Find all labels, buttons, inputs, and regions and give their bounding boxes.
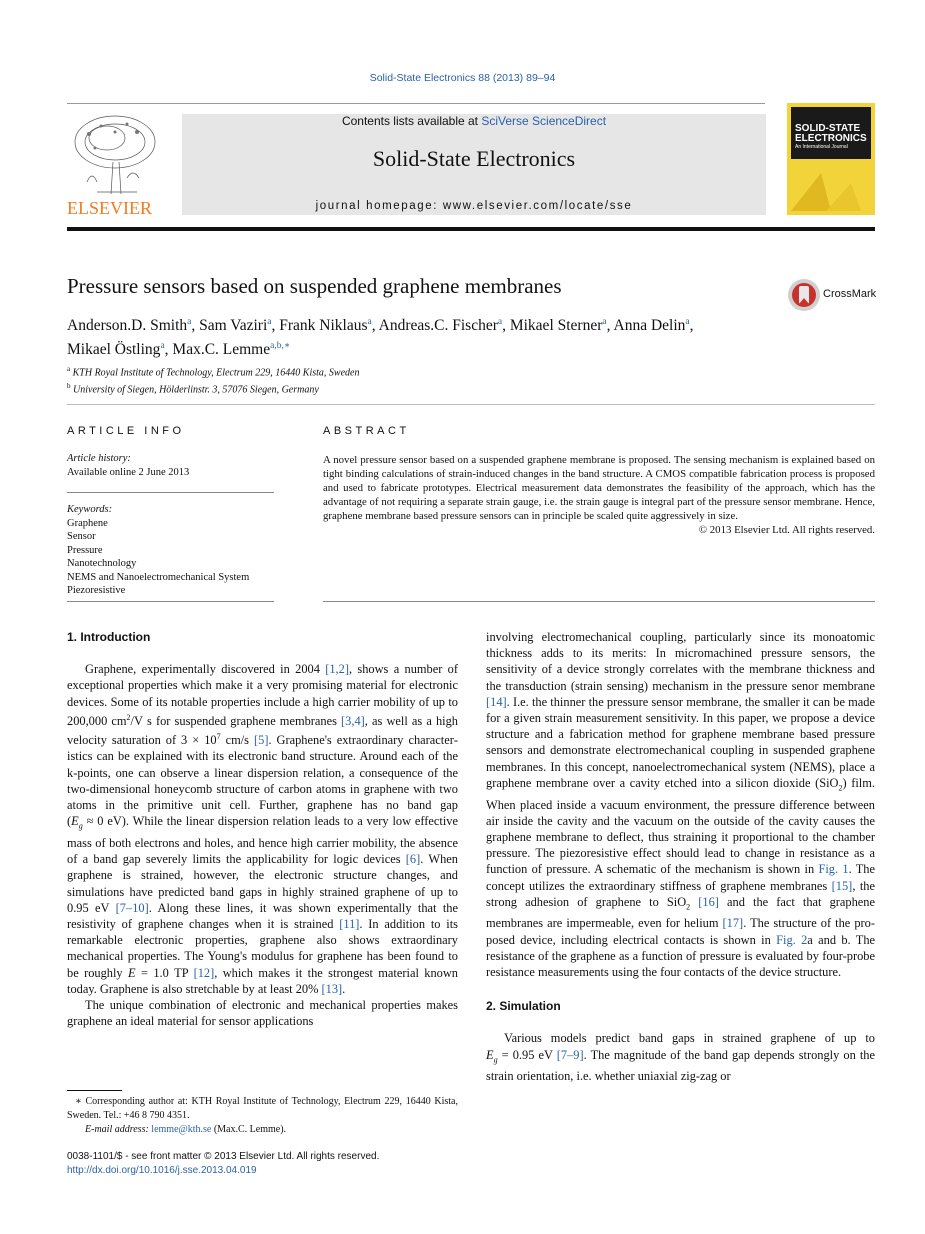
- cover-subtitle: An International Journal: [795, 144, 848, 150]
- keyword: Graphene: [67, 517, 108, 529]
- crossmark-badge[interactable]: [787, 278, 907, 312]
- history-value: Available online 2 June 2013: [67, 466, 190, 478]
- author-name[interactable]: Mikael Östling: [67, 341, 161, 359]
- email-label: E-mail address:: [85, 1124, 152, 1135]
- author-name[interactable]: Max.C. Lemme: [172, 341, 271, 359]
- author-name[interactable]: Andreas.C. Fischer: [378, 317, 498, 335]
- author-name[interactable]: Anna Delin: [613, 317, 686, 335]
- author-sup[interactable]: a: [602, 317, 607, 327]
- author-sup[interactable]: a: [685, 317, 690, 327]
- elsevier-wordmark: ELSEVIER: [67, 198, 152, 218]
- keyword: Piezoresistive: [67, 585, 126, 596]
- affiliation-a: [67, 363, 359, 380]
- author-list: Anderson.D. Smith$^a$, Sam Vaziri$^a$, Frank Niklaus$^a$, Andreas.C. Fischer$^a$, Mikael Sterner$^a$, Anna Delin$^a$, Mikael Östling$^a$, Max.C. Lemme$^{a,b,∗}$: [67, 317, 694, 359]
- cover-graphic: [791, 163, 871, 211]
- section-heading-introduction: 1. Introduction: [67, 630, 151, 644]
- email-line: [67, 1123, 458, 1137]
- contents-line: [182, 114, 766, 128]
- column-right: [486, 629, 875, 1084]
- header-rule: [67, 103, 765, 104]
- journal-citation[interactable]: Solid-State Electronics 88 (2013) 89–94: [369, 72, 556, 84]
- intro-paragraph-1: Graphene, experimentally discovered in 2004 [1,2], shows a number of exceptional properties which make it a very promising material for electronic devices. Some of its notable properties include a high carrier mobility of up to 200,000 $cm^2/V$ s for suspended graphene membranes [3,4], as well as a high velocity saturation of $3 \times 10^7$ cm/s [5]. Graphene's extraordinary characteristics can be explained with its electronic band structure. Around each of the k-points, one can observe a linear dispersion relation, a consequence of the two-dimensional honeycomb structure of carbon atoms in graphene with two atoms in the primitive unit cell. Further, graphene has no band gap ($E_g \approx 0$ eV). While the linear dispersion relation leads to a very low effective mass of both electrons and holes, and hence high carrier mobility, the absence of a band gap severely limits the applicability for logic devices [6]. When graphene is strained, however, the electronic structure changes, and simulations have predicted band gaps in highly strained graphene of up to 0.95 eV [7–10]. Along these lines, it was shown experimentally that the resistivity of graphene changes when it is strained [11]. In addition to its remarkable electronic properties, graphene also shows extraordinary mechanical properties. The Young's modulus for graphene has been found to be roughly E = 1.0 TP [12], which makes it the strongest material known today. Graphene is also stretchable by at least 20% [13].: [67, 662, 459, 996]
- email-suffix: (Max.C. Lemme).: [211, 1124, 287, 1135]
- affiliation-b: [67, 380, 359, 397]
- author-name[interactable]: Sam Vaziri: [199, 317, 268, 335]
- footnote: [67, 1095, 458, 1137]
- abstract-text: A novel pressure sensor based on a suspended graphene membrane is proposed. The sensing mechanism is explained based on tight binding calculations of strain-induced changes in the band structure. A CMOS compatible fabrication process is proposed and used to fabricate prototypes. Electrical measurement data demonstrates the feasibility of the approach, which has the advantage of not requiring a separate strain gauge, i.e. the strain gauge is integral part of the pressure sensor membrane. Hence, graphene membrane based pressure sensors can in principle be scaled quite aggressively in size.: [323, 454, 875, 523]
- abstract-body: [323, 453, 875, 538]
- section-heading-simulation: 2. Simulation: [486, 999, 561, 1014]
- article-info: [67, 452, 274, 598]
- author-sup[interactable]: a: [497, 317, 503, 327]
- article-info-divider: [67, 492, 274, 493]
- crossmark-icon: [787, 278, 821, 312]
- journal-cover: [787, 103, 875, 215]
- abstract-copyright: © 2013 Elsevier Ltd. All rights reserved.: [698, 524, 875, 537]
- email-link[interactable]: lemme@kth.se: [151, 1124, 212, 1135]
- article-info-heading: ARTICLE INFO: [67, 425, 185, 437]
- doi-link[interactable]: http://dx.doi.org/10.1016/j.sse.2013.04.019: [67, 1164, 257, 1176]
- article-info-rule: [67, 404, 875, 405]
- corresponding-author-note: ∗ Corresponding author at: KTH Royal Institute of Technology, Electrum 229, 16440 Kista, Sweden. Tel.: +46 8 790 4351.: [67, 1096, 458, 1121]
- journal-homepage[interactable]: journal homepage: www.elsevier.com/locate/sse: [315, 200, 633, 212]
- keyword: NEMS and Nanoelectromechanical System: [67, 571, 250, 583]
- keyword: Sensor: [67, 531, 96, 542]
- bottom-info: [67, 1150, 379, 1177]
- article-title: Pressure sensors based on suspended graphene membranes: [67, 274, 562, 298]
- author-name[interactable]: Mikael Sterner: [509, 317, 603, 335]
- crossmark-label: CrossMark: [823, 288, 877, 300]
- elsevier-logo: [67, 112, 160, 218]
- keyword: Pressure: [67, 544, 103, 556]
- abstract-heading: ABSTRACT: [323, 425, 410, 437]
- affiliation-sup: a: [67, 365, 71, 373]
- contents-prefix: Contents lists available at: [341, 114, 482, 128]
- history-label: Article history:: [67, 453, 131, 464]
- footnote-rule: [67, 1090, 122, 1091]
- header-thick-rule: [67, 227, 875, 231]
- author-sup[interactable]: a: [187, 317, 192, 327]
- cover-title-2: ELECTRONICS: [795, 133, 867, 144]
- article-info-bottom-rule: [67, 601, 274, 602]
- keywords-label: Keywords:: [67, 504, 113, 515]
- affiliation-sup: b: [67, 381, 71, 390]
- affiliation-text: University of Siegen, Hölderlinstr. 3, 57076 Siegen, Germany: [73, 384, 319, 396]
- author-name[interactable]: Anderson.D. Smith: [67, 317, 188, 335]
- author-sup[interactable]: a: [267, 317, 272, 327]
- intro-paragraph-2: The unique combination of electronic and mechanical properties makes graphene an ideal material for sensor applications: [67, 997, 458, 1029]
- journal-title: Solid-State Electronics: [372, 146, 576, 171]
- author-sup[interactable]: a: [160, 341, 165, 352]
- simulation-paragraph-1: Various models predict band gaps in strained graphene of up to $E_g = 0.95$ eV [7–9]. The magnitude of the band gap depends strongly on the strain orientation, i.e. whether uniaxial zig-zag or: [486, 1031, 875, 1084]
- keyword: Nanotechnology: [67, 558, 137, 569]
- affiliations: [67, 363, 359, 397]
- intro-paragraph-2-cont: involving electromechanical coupling, particularly since its monoatomic thickness adds to its merits: In micromachined pressure sensors, the sensitivity of a device strongly correlates with the membrane thickness and the transduction (strain sensing) mechanism in the pressure senor membrane [14]. I.e. the thinner the pressure sensor membrane, the smaller it can be made for a given strain measurement sensitivity. In this paper, we propose a device structure and a fabrication method for graphene membrane based pressure sensors and demonstrate electromechanical coupling in suspended graphene membranes. In this concept, nanoelectromechanical system (NEMS), place a graphene membrane over a cavity etched into a silicon dioxide (SiO$_2$) film. When placed inside a vacuum environment, the pressure difference between air inside the cavity and the vacuum on the outside of the cavity causes the graphene membrane to deflect, thus straining it proportional to the chamber pressure. The piezoresistive effect should lead to change in resistance as a function of pressure. A schematic of the mechanism is shown in Fig. 1. The concept utilizes the extraordinary stiffness of graphene membranes [15], the strong adhesion of graphene to SiO$_2$ [16] and the fact that graphene membranes are impermeable, even for helium [17]. The structure of the proposed device, including electrical contacts is shown in Fig. 2a and b. The resistance of the graphene as a function of pressure is evaluated by four-probe resistance measurements using the four contacts of the device structure.: [486, 630, 876, 979]
- author-name[interactable]: Frank Niklaus: [279, 317, 368, 335]
- sciencedirect-link[interactable]: SciVerse ScienceDirect: [481, 114, 607, 128]
- affiliation-text: KTH Royal Institute of Technology, Electrum 229, 16440 Kista, Sweden: [72, 367, 360, 379]
- issn-line: 0038-1101/$ - see front matter © 2013 Elsevier Ltd. All rights reserved.: [67, 1151, 380, 1162]
- abstract-bottom-rule: [323, 601, 875, 602]
- column-left: [67, 629, 458, 1029]
- author-sup[interactable]: a,b,∗: [270, 341, 291, 352]
- elsevier-tree-icon: [67, 112, 160, 218]
- author-sup[interactable]: a: [367, 317, 372, 327]
- cover-title-1: SOLID-STATE: [795, 123, 861, 134]
